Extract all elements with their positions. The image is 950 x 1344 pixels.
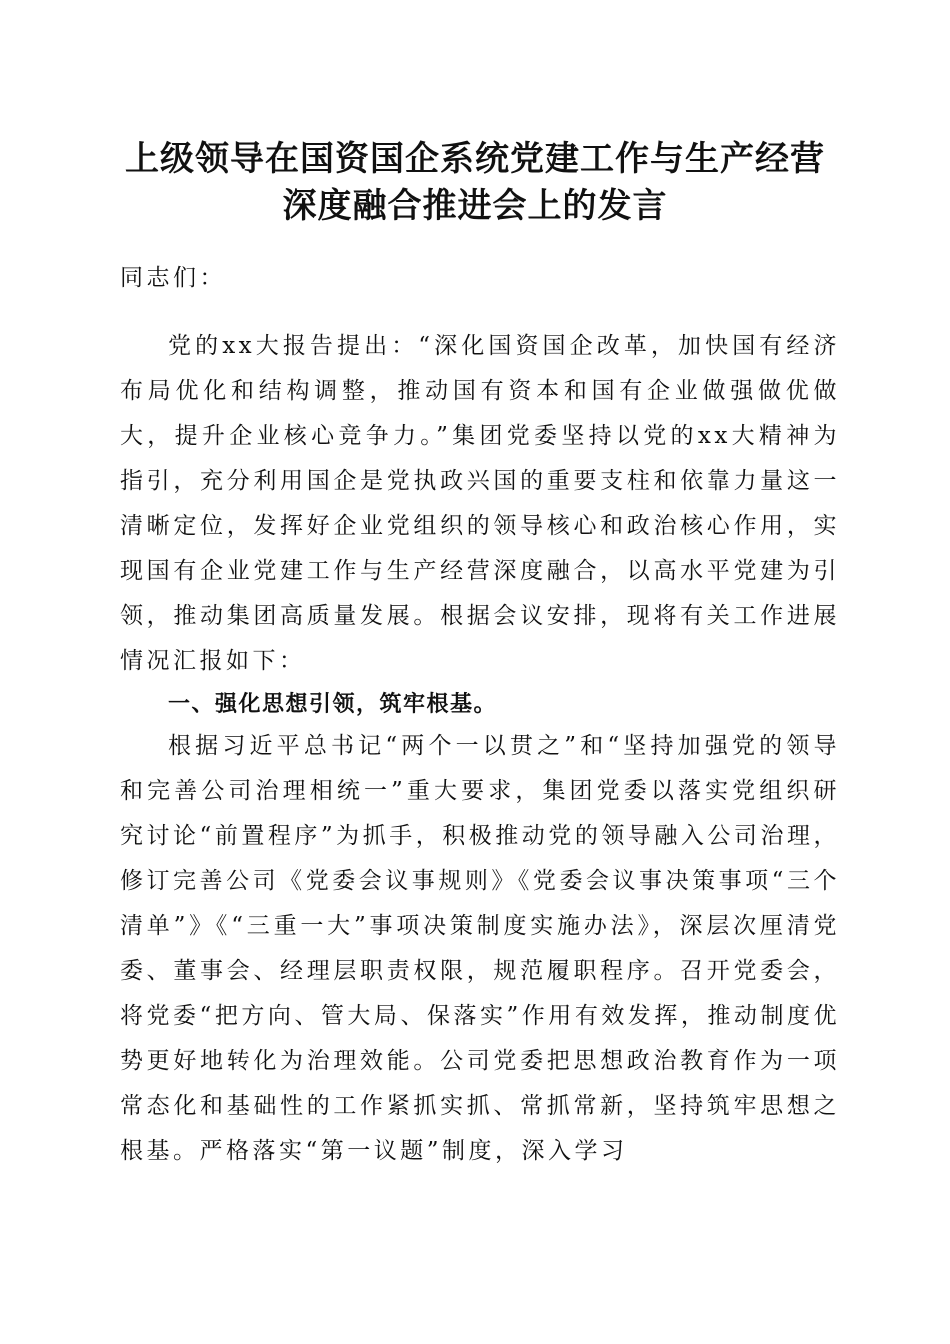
salutation: 同志们：: [120, 265, 226, 291]
document-title-line-1: 上级领导在国资国企系统党建工作与生产经营: [125, 139, 825, 179]
paragraph-intro: 党的xx大报告提出：“深化国资国企改革，加快国有经济布局优化和结构调整，推动国有资本和国有企业做强做优做大，提升企业核心竞争力。”集团党委坚持以党的xx大精神为指引，充分利用国企是党执政兴国的重要支柱和依靠力量这一清晰定位，发挥好企业党组织的领导核心和政治核心作用，实现国有企业党建工作与生产经营深度融合，以高水平党建为引领，推动集团高质量发展。根据会议安排，现将有关工作进展情况汇报如下：: [120, 333, 840, 674]
document-title-line-2: 深度融合推进会上的发言: [282, 186, 668, 226]
section-heading-1: 一、强化思想引领，筑牢根基。: [168, 692, 498, 717]
paragraph-section-1: 根据习近平总书记“两个一以贯之”和“坚持加强党的领导和完善公司治理相统一”重大要求，集团党委以落实党组织研究讨论“前置程序”为抓手，积极推动党的领导融入公司治理，修订完善公司《党委会议事规则》《党委会议事决策事项“三个清单”》《“三重一大”事项决策制度实施办法》，深层次厘清党委、董事会、经理层职责权限，规范履职程序。召开党委会，将党委“把方向、管大局、保落实”作用有效发挥，推动制度优势更好地转化为治理效能。公司党委把思想政治教育作为一项常态化和基础性的工作紧抓实抓、常抓常新，坚持筑牢思想之根基。严格落实“第一议题”制度，深入学习: [120, 733, 840, 1164]
